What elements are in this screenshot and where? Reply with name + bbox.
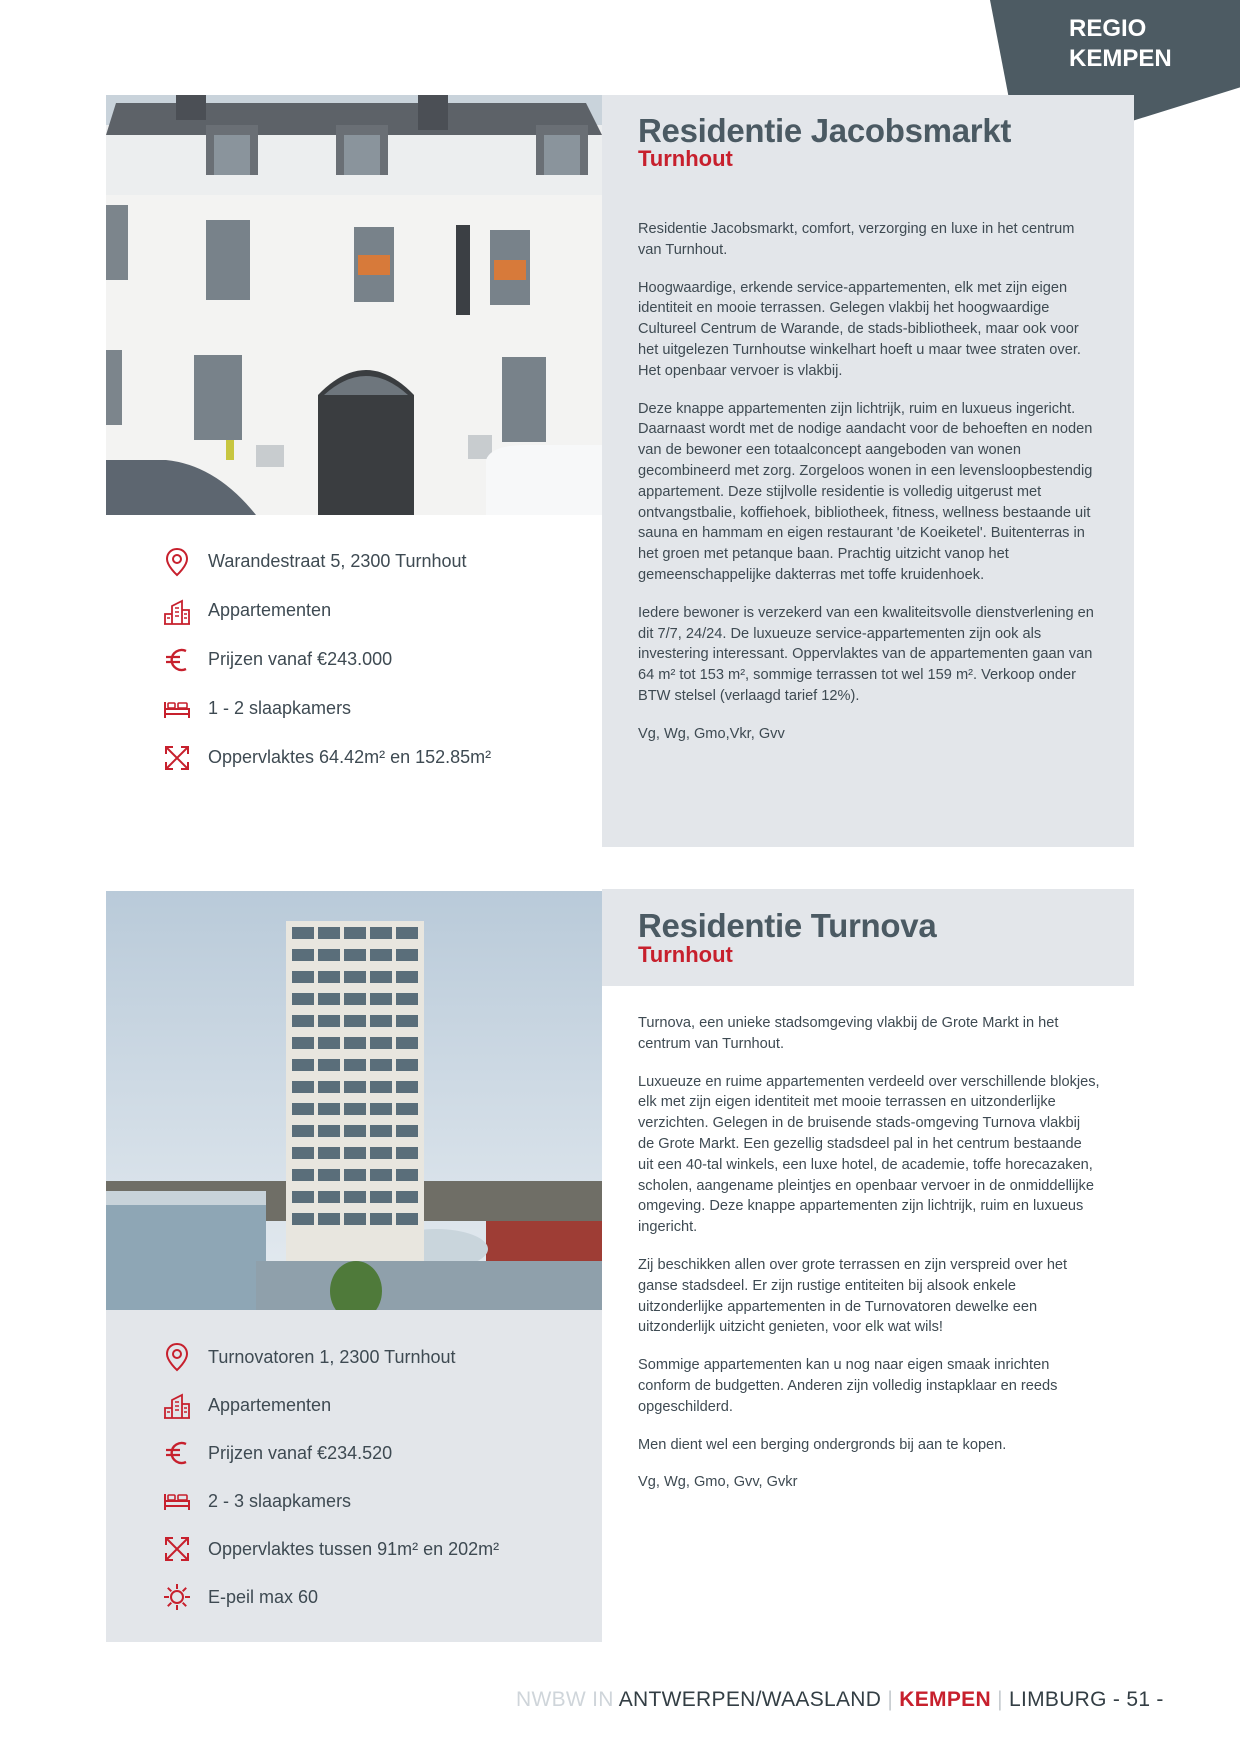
feature-text: Warandestraat 5, 2300 Turnhout	[208, 551, 467, 571]
page-number: - 51 -	[1112, 1688, 1164, 1711]
feature-list-1	[160, 537, 491, 782]
description-paragraph: Luxueuze en ruime appartementen verdeeld over verschillende blokjes, elk met zijn eigen identiteit met mooie terrassen en uitzonderlijke verzichten. Gelegen in de bruisende stads-omgeving Turnova vlakbij de Grote Markt. Een gezellig stadsdeel pal in het centrum bestaande uit een 40-tal winkels, een luxe hotel, de academie, toffe horecazaken, scholen, aangename pleintjes en openbaar vervoer in de onmiddellijke omgeving. Deze knappe appartementen zijn lichtrijk, ruim en luxueus ingericht.	[638, 1073, 1100, 1236]
footer-separator: |	[997, 1688, 1003, 1711]
expand-arrows-icon	[160, 1532, 194, 1566]
expand-arrows-icon	[160, 741, 194, 775]
feature-text: Appartementen	[208, 1394, 332, 1415]
description-paragraph: Hoogwaardige, erkende service-appartementen, elk met zijn eigen identiteit en mooie terrassen. Gelegen vlakbij het hoogwaardige Cultureel Centrum de Warande, de stads-bibliotheek, maar ook voor het uitgelezen Turnhoutse winkelhart hoeft u maar twee straten over. Het openbaar vervoer is vlakbij.	[638, 279, 1081, 379]
feature-text: E-peil max 60	[208, 1586, 319, 1607]
feature-list-2	[160, 1333, 499, 1621]
feature-surface	[160, 733, 491, 782]
property-city: Turnhout	[638, 942, 733, 967]
feature-bedrooms	[160, 1477, 499, 1525]
footer-prefix: NWBW IN	[516, 1688, 614, 1711]
euro-icon	[160, 643, 194, 677]
building-icon	[160, 1388, 194, 1422]
feature-energy	[160, 1573, 499, 1621]
bed-icon	[160, 1484, 194, 1518]
description-paragraph: Sommige appartementen kan u nog naar eigen smaak inrichten conform de budgetten. Anderen zijn volledig instapklaar en reeds opgeschilderd.	[638, 1357, 1058, 1415]
footer-region-kempen: KEMPEN	[899, 1688, 991, 1711]
feature-text: Turnovatoren 1, 2300 Turnhout	[208, 1346, 456, 1367]
description-paragraph: Zij beschikken allen over grote terrassen en zijn verspreid over het ganse stadsdeel. Er zijn rustige entiteiten bij alsook enkele uitzonderlijke appartementen in de Turnovatoren dewelke een uitzonderlijk uitzicht genieten, voor elk wat wils!	[638, 1256, 1068, 1336]
location-pin-icon	[160, 545, 194, 579]
feature-price	[160, 1429, 499, 1477]
feature-text: 1 - 2 slaapkamers	[208, 698, 352, 718]
feature-bedrooms	[160, 684, 491, 733]
feature-type	[160, 1381, 499, 1429]
building-icon	[160, 594, 194, 628]
bed-icon	[160, 692, 194, 726]
description-paragraph: Vg, Wg, Gmo, Gvv, Gvkr	[638, 1474, 798, 1491]
description-paragraph: Vg, Wg, Gmo,Vkr, Gvv	[638, 725, 785, 742]
region-label-line2: KEMPEN	[1069, 45, 1172, 72]
feature-text: Oppervlaktes tussen 91m² en 202m²	[208, 1538, 500, 1559]
description-paragraph: Deze knappe appartementen zijn lichtrijk, ruim en luxueus ingericht. Daarnaast wordt met de nodige aandacht voor de behoeften en noden van de bewoner een totaalconcept aangeboden van wonen gecombineerd met zorg. Zorgeloos wonen in een levensloopbestendig appartement. Deze stijlvolle residentie is volledig uitgerust met ontvangstbalie, koffiehoek, bibliotheek, fitness, wellness bestaande uit sauna en hammam en eigen restaurant 'de Koeiketel'. Buitenterras in het groen met petanque baan. Prachtig uitzicht vanop het gemeenschappelijke dakterras met toffe kruidenhoek.	[638, 400, 1093, 583]
feature-text: Oppervlaktes 64.42m² en 152.85m²	[208, 747, 492, 767]
description-paragraph: Men dient wel een berging ondergronds bij aan te kopen.	[638, 1436, 1007, 1453]
euro-icon	[160, 1436, 194, 1470]
footer-separator: |	[887, 1688, 894, 1711]
property-title: Residentie Jacobsmarkt	[638, 112, 1012, 149]
feature-address	[160, 537, 491, 586]
location-pin-icon	[160, 1340, 194, 1374]
feature-surface	[160, 1525, 499, 1573]
description-paragraph: Iedere bewoner is verzekerd van een kwaliteitsvolle dienstverlening en dit 7/7, 24/24. De luxueuze service-appartementen zijn ook als investering interessant. Oppervlaktes van de appartementen gaan van 64 m² tot 153 m², sommige terrassen tot wel 159 m². Verkoop onder BTW stelsel (verlaagd tarief 12%).	[638, 604, 1094, 704]
property-city: Turnhout	[638, 146, 733, 171]
property-description	[638, 219, 1100, 762]
region-label	[1069, 14, 1229, 74]
footer-region-antwerpen: ANTWERPEN/WAASLAND	[618, 1688, 882, 1711]
feature-text: Appartementen	[208, 600, 332, 620]
energy-sun-icon	[160, 1580, 194, 1614]
property-title: Residentie Turnova	[638, 907, 937, 944]
feature-address	[160, 1333, 499, 1381]
description-paragraph: Turnova, een unieke stadsomgeving vlakbij de Grote Markt in het centrum van Turnhout.	[638, 1015, 1059, 1052]
region-label-line1: REGIO	[1069, 15, 1147, 42]
feature-price	[160, 635, 491, 684]
footer-region-limburg: LIMBURG	[1008, 1688, 1107, 1711]
feature-text: Prijzen vanaf €243.000	[208, 649, 393, 669]
feature-type	[160, 586, 491, 635]
photo-jacobsmarkt	[106, 95, 602, 515]
feature-text: 2 - 3 slaapkamers	[208, 1490, 352, 1511]
feature-text: Prijzen vanaf €234.520	[208, 1442, 393, 1463]
property-description	[638, 1013, 1100, 1510]
photo-turnova	[106, 891, 602, 1310]
page-footer	[516, 1688, 1164, 1712]
description-paragraph: Residentie Jacobsmarkt, comfort, verzorging en luxe in het centrum van Turnhout.	[638, 221, 1075, 258]
